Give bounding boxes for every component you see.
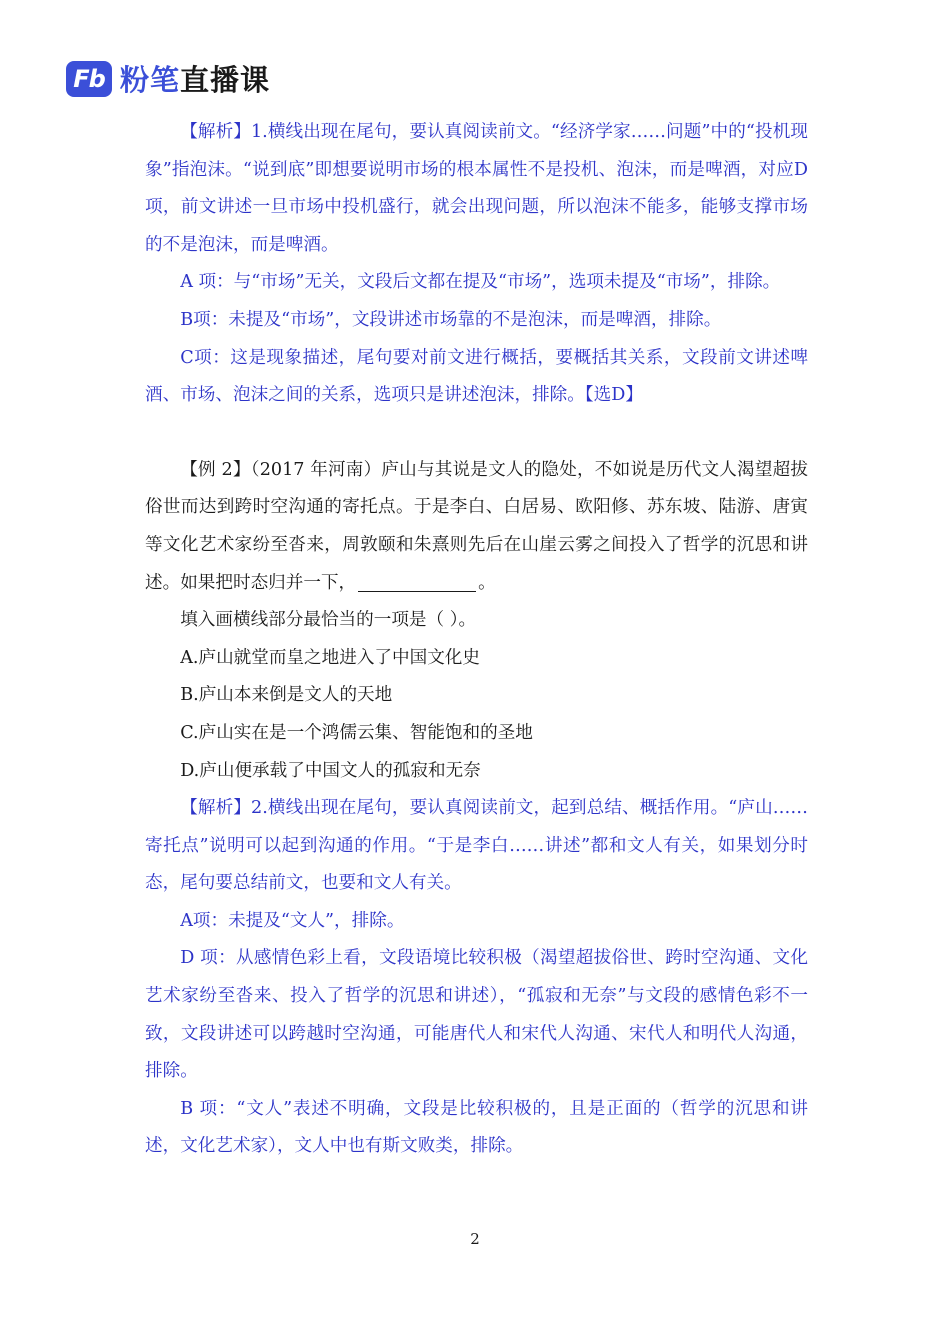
fb-logo-icon: Fb xyxy=(66,61,112,97)
brand-name-part-1: 粉笔 xyxy=(120,63,181,97)
example-2-option-d: D.庐山便承载了中国文人的孤寂和无奈 xyxy=(180,760,481,781)
example-2-option-b: B.庐山本来倒是文人的天地 xyxy=(180,685,393,706)
example-2-option-c: C.庐山实在是一个鸿儒云集、智能饱和的圣地 xyxy=(180,722,533,743)
analysis-2-main: 【解析】2.横线出现在尾句，要认真阅读前文，起到总结、概括作用。“庐山……寄托点”说明可以起到沟通的作用。“于是李白……讲述”都和文人有关，如果划分时态，尾句要总结前文，也要和文人有关。 xyxy=(145,798,808,894)
example-2-question: 填入画横线部分最恰当的一项是（ ）。 xyxy=(180,610,477,631)
answer-blank-line xyxy=(358,573,476,592)
analysis-1-option-a: A 项：与“市场”无关，文段后文都在提及“市场”，选项未提及“市场”，排除。 xyxy=(180,272,781,293)
analysis-1-main: 【解析】1.横线出现在尾句，要认真阅读前文。“经济学家……问题”中的“投机现象”指泡沫。“说到底”即想要说明市场的根本属性不是投机、泡沫，而是啤酒，对应D项，前文讲述一旦市场中投机盛行，就会出现问题，所以泡沫不能多，能够支撑市场的不是泡沫，而是啤酒。 xyxy=(145,122,808,255)
brand-name-part-2: 直播课 xyxy=(180,63,271,97)
analysis-2-option-a: A项：未提及“文人”，排除。 xyxy=(180,910,405,931)
analysis-1-option-b: B项：未提及“市场”，文段讲述市场靠的不是泡沫，而是啤酒，排除。 xyxy=(180,309,722,330)
analysis-1-option-c: C项：这是现象描述，尾句要对前文进行概括，要概括其关系，文段前文讲述啤酒、市场、泡沫之间的关系，选项只是讲述泡沫，排除。【选D】 xyxy=(145,347,808,406)
example-2-stem-text: 【例 2】（2017 年河南）庐山与其说是文人的隐处，不如说是历代文人渴望超拔俗世而达到跨时空沟通的寄托点。于是李白、白居易、欧阳修、苏东坡、陆游、唐寅等文化艺术家纷至沓来，周敦颐和朱熹则先后在山崖云雾之间投入了哲学的沉思和讲述。如果把时态归并一下， xyxy=(145,459,808,593)
example-2-stem xyxy=(145,452,808,602)
example-2-option-a: A.庐山就堂而皇之地进入了中国文化史 xyxy=(180,647,480,668)
example-2-stem-end: 。 xyxy=(478,572,496,593)
analysis-2-option-b: B 项：“文人”表述不明确，文段是比较积极的，且是正面的（哲学的沉思和讲述，文化艺术家），文人中也有斯文败类，排除。 xyxy=(145,1098,808,1157)
brand-logo xyxy=(66,58,270,99)
brand-name xyxy=(120,58,270,99)
document-body xyxy=(145,114,808,1166)
section-gap xyxy=(145,415,808,452)
page-number: 2 xyxy=(470,1230,480,1248)
analysis-2-option-d: D 项：从感情色彩上看，文段语境比较积极（渴望超拔俗世、跨时空沟通、文化艺术家纷至沓来、投入了哲学的沉思和讲述），“孤寂和无奈”与文段的感情色彩不一致，文段讲述可以跨越时空沟通，可能唐代人和宋代人沟通、宋代人和明代人沟通，排除。 xyxy=(145,948,808,1082)
